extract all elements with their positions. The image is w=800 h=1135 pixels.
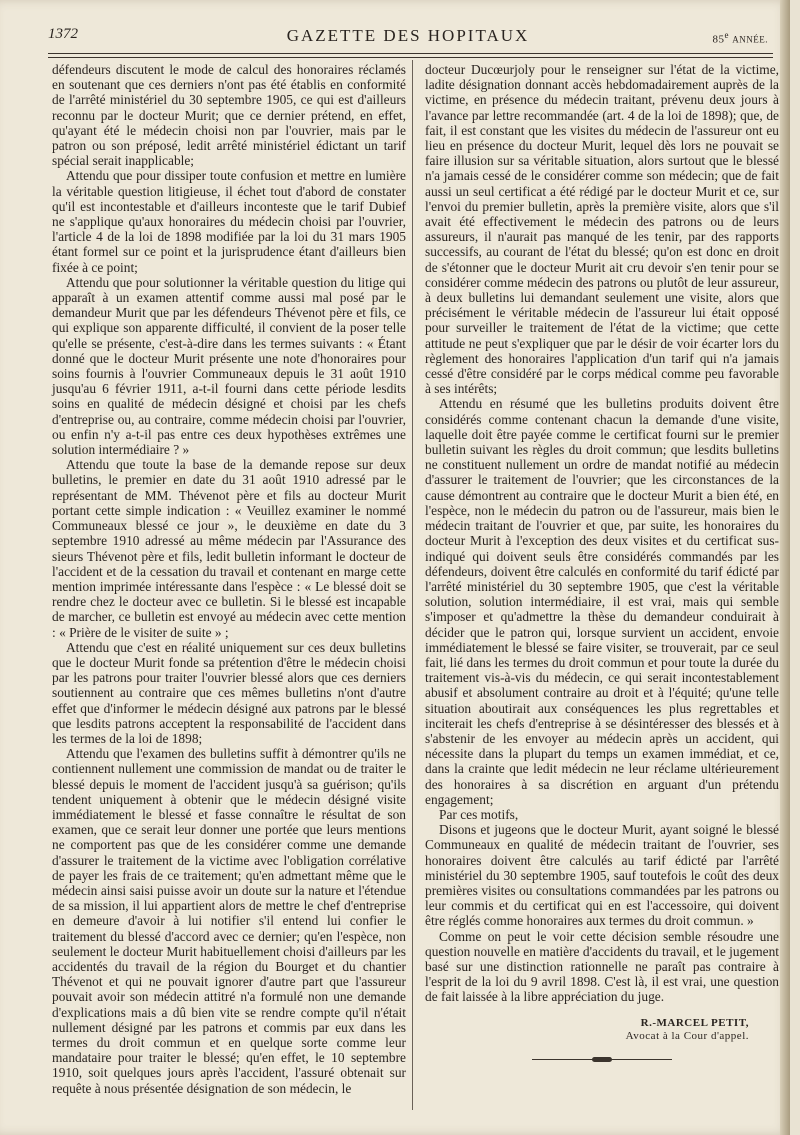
left-column-paragraph: Attendu que pour dissiper toute confusion et mettre en lumière la véritable question litigieuse, il échet tout d'abord de constater qu'il est incontestable et d'ailleurs inconteste que le tarif Dubief ne s'applique qu'aux honoraires du médecin choisi par l'ouvrier, l'article 4 de la loi de 1898 modifiée par la loi du 31 mars 1905 étant formel sur ce point et la jurisprudence étant d'ailleurs bien fixée à ce point; <box>52 168 406 275</box>
page-number: 1372 <box>48 26 78 42</box>
end-ornament <box>532 1057 672 1063</box>
year-word: ANNÉE. <box>732 34 768 45</box>
year-label <box>713 30 769 46</box>
right-column-paragraph: Par ces motifs, <box>439 806 519 822</box>
right-column-paragraph: Disons et jugeons que le docteur Murit, ayant soigné le blessé Communeaux en qualité de médecin traitant de l'ouvrier, ses honoraires doivent être calculés au tarif édicté par l'arrêté ministériel du 30 septembre 1905, sauf toutefois le coût des deux premières visites ou consultations commandées par les patrons ou leur commis et du certificat qui en est l'accessoire, qui doivent être réglés comme honoraires aux termes du droit commun. » <box>425 822 779 929</box>
right-column-paragraph: docteur Ducœurjoly pour le renseigner sur l'état de la victime, ladite désignation donnant accès hebdomadairement auprès de la victime, en présence du médecin traitant, prévenu deux jours à l'avance par lettre recommandée (art. 4 de la loi de 1898); que, de fait, il est constant que les visites du médecin de l'assureur ont eu lieu en présence du docteur Murit, lequel dès lors ne pouvait se faire illusion sur sa véritable situation, alors surtout que le blessé n'a jamais cessé de le considérer comme son médecin; que de fait aussi un seul certificat a été rédigé par le docteur Murit et ce, sur l'envoi du premier bulletin, après la première visite, alors que s'il avait été effectivement le médecin des patrons ou de leurs assureurs, il n'aurait pas manqué de les tenir, par des rapports successifs, au courant de l'état du blessé; qu'on est donc en droit de s'étonner que le docteur Murit ait cru devoir s'en tenir pour se considérer comme médecin des patrons ou plutôt de leur assureur, à deux bulletins lui demandant seulement une visite, alors que précisément le véritable médecin de l'assureur lui était opposé pour surveiller le traitement de l'état de la victime; que cette attitude ne peut s'expliquer que par le désir de voir écarter lors du règlement des honoraires l'application d'un tarif qui n'a jamais cessé d'être considéré par le corps médical comme peu favorable à ses intérêts; <box>425 62 779 397</box>
page-header <box>48 26 768 48</box>
right-column-paragraph: Comme on peut le voir cette décision semble résoudre une question nouvelle en matière d'accidents du travail, et le jugement basé sur une distinction rationnelle ne paraît pas contraire à l'esprit de la loi du 9 avril 1898. C'est là, il est vrai, une question de fait laissée à la libre appréciation du juge. <box>425 928 779 1005</box>
header-rule <box>48 53 773 58</box>
column-separator <box>412 60 413 1110</box>
year-number: 85 <box>712 33 725 46</box>
year-suffix: e <box>724 30 729 40</box>
left-column-paragraph: Attendu que c'est en réalité uniquement sur ces deux bulletins que le docteur Murit fonde sa prétention d'être le médecin choisi par les patrons pour traiter l'ouvrier blessé alors que ces derniers soutiennent au contraire que ces mêmes bulletins n'ont d'autre effet que d'informer le médecin désigné aux patrons par le blessé que lesdits patrons acceptent la responsabilité de l'accident dans les termes de la loi de 1898; <box>52 639 406 746</box>
author-title: Avocat à la Cour d'appel. <box>625 1029 749 1042</box>
signature-block <box>425 1017 779 1043</box>
left-column-paragraph: Attendu que l'examen des bulletins suffit à démontrer qu'ils ne contiennent nullement une commission de mandat ou de traiter le blessé depuis le moment de l'accident jusqu'à sa guérison; qu'ils tendent uniquement à obtenir que le médecin désigné visite immédiatement le blessé et fasse connaître le résultat de son examen, que ce serait leur donner une portée que leurs mentions ne comportent pas que de les considérer comme une demande d'assurer le traitement de la victime avec l'obligation corrélative de payer les frais de ce traitement; qu'en admettant même que le médecin ainsi saisi puisse avoir un doute sur la nature et l'étendue de sa mission, il lui appartient alors de mettre le chef d'entreprise en demeure d'avoir à lui notifier s'il entend lui confier le traitement du blessé d'accord avec ce dernier; qu'en l'espèce, non seulement le docteur Murit habituellement choisi d'ailleurs par les accidentés du travail de la région du Bourget et du chantier Thévenot et qui ne pouvait ignorer d'autre part que l'assureur pouvait avoir son médecin attitré n'a formulé non une demande d'explications mais a dû bien vite se rendre compte qu'il n'était nullement désigné par les patrons et commis par eux dans les termes du droit commun et en quelque sorte comme leur mandataire pour traiter le blessé; qu'en effet, le 10 septembre 1910, soit quelques jours après l'accident, l'assuré obtenait sur requête à nous présentée désignation de son médecin, le <box>52 746 406 1096</box>
page-edge-shadow <box>780 0 790 1135</box>
left-column-paragraph: défendeurs discutent le mode de calcul des honoraires réclamés en soutenant que ces derniers n'ont pas été établis en conformité de l'arrêté ministériel du 30 septembre 1905, ce qui est d'ailleurs reconnu par le docteur Murit; que ce dernier prétend, en effet, qu'ayant été le médecin choisi non par l'ouvrier, mais par le patron ou son préposé, ledit arrêté ministériel édictant un tarif spécial serait inapplicable; <box>52 62 406 169</box>
right-column <box>425 62 779 1063</box>
left-column-paragraph: Attendu que toute la base de la demande repose sur deux bulletins, le premier en date du 31 août 1910 adressé par le représentant de MM. Thévenot père et fils au docteur Murit portant cette simple indication : « Veuillez examiner le nommé Communeaux blessé ce jour », le deuxième en date du 3 septembre 1910 adressé au même médecin par l'Assurance des sieurs Thévenot père et fils, ledit bulletin informant le docteur de l'accident et de la cessation du travail et contenant en marge cette mention imprimée intéressante dans l'espèce : « Le blessé doit se rendre chez le docteur avec ce bulletin. Si le blessé est incapable de marcher, ce bulletin est envoyé au médecin avec cette mention : « Prière de le visiter de suite » ; <box>52 457 406 640</box>
left-column <box>52 62 406 1096</box>
left-column-paragraph: Attendu que pour solutionner la véritable question du litige qui apparaît à un examen attentif comme aussi mal posé par le demandeur Murit que par les défendeurs Thévenot père et fils, ce qui explique son apparente difficulté, il convient de la poser telle qu'elle se présente, c'est-à-dire dans les termes suivants : « Étant donné que le docteur Murit présente une note d'honoraires pour soins fournis à l'ouvrier Communeaux depuis le 31 août 1910 jusqu'au 6 février 1911, a-t-il fourni dans cette période lesdits soins en qualité de médecin désigné et choisi par les chefs d'entreprise ou, au contraire, comme médecin choisi par l'ouvrier, ou enfin n'y a-t-il pas entre ces deux hypothèses extrêmes une solution intermédiaire ? » <box>52 274 406 458</box>
right-column-paragraphs <box>425 62 779 1005</box>
ornament-center <box>592 1057 612 1062</box>
journal-title: GAZETTE DES HOPITAUX <box>286 26 530 45</box>
right-column-paragraph: Attendu en résumé que les bulletins produits doivent être considérés comme contenant chacun la demande d'une visite, laquelle doit être payée comme le certificat fourni sur le premier bulletin suivant les règles du droit commun; que lesdits bulletins ne constituent nullement un ordre de mandat notifié au médecin d'assurer le traitement de l'ouvrier; que les circonstances de la cause démontrent au contraire que le docteur Murit a bien été, en l'espèce, non le médecin du patron ou de l'assureur, mais bien le médecin traitant de l'ouvrier et que, par suite, les honoraires du docteur Murit à l'exception des deux visites et du certificat sus-indiqué qui doivent seuls être considérés commandés par les défendeurs, doivent être calculés en conformité du tarif édicté par l'arrêté ministériel du 30 septembre 1905, que c'est la véritable solution, solution intermédiaire, il est vrai, mais qui semble s'imposer et qu'admettre la thèse du demandeur conduirait à décider que le patron qui, lorsque survient un accident, envoie immédiatement le blessé se faire visiter, se trouverait, par ce seul fait, lié dans les termes du droit commun et pour toute la durée du traitement vis-à-vis du médecin, ce qui serait incontestablement abusif et absolument contraire au droit et à l'équité; qu'une telle situation aboutirait aux conséquences les plus regrettables et inciterait les chefs d'entreprise à se désintéresser des blessés et à s'abstenir de les envoyer au médecin après un accident, qui nécessite dans la plupart du temps un examen immédiat, et ce, dans la crainte que ledit médecin ne leur réclame ultérieurement des honoraires à sa discrétion en arguant d'un prétendu engagement; <box>425 396 779 807</box>
author-name: R.-MARCEL PETIT, <box>640 1016 749 1029</box>
